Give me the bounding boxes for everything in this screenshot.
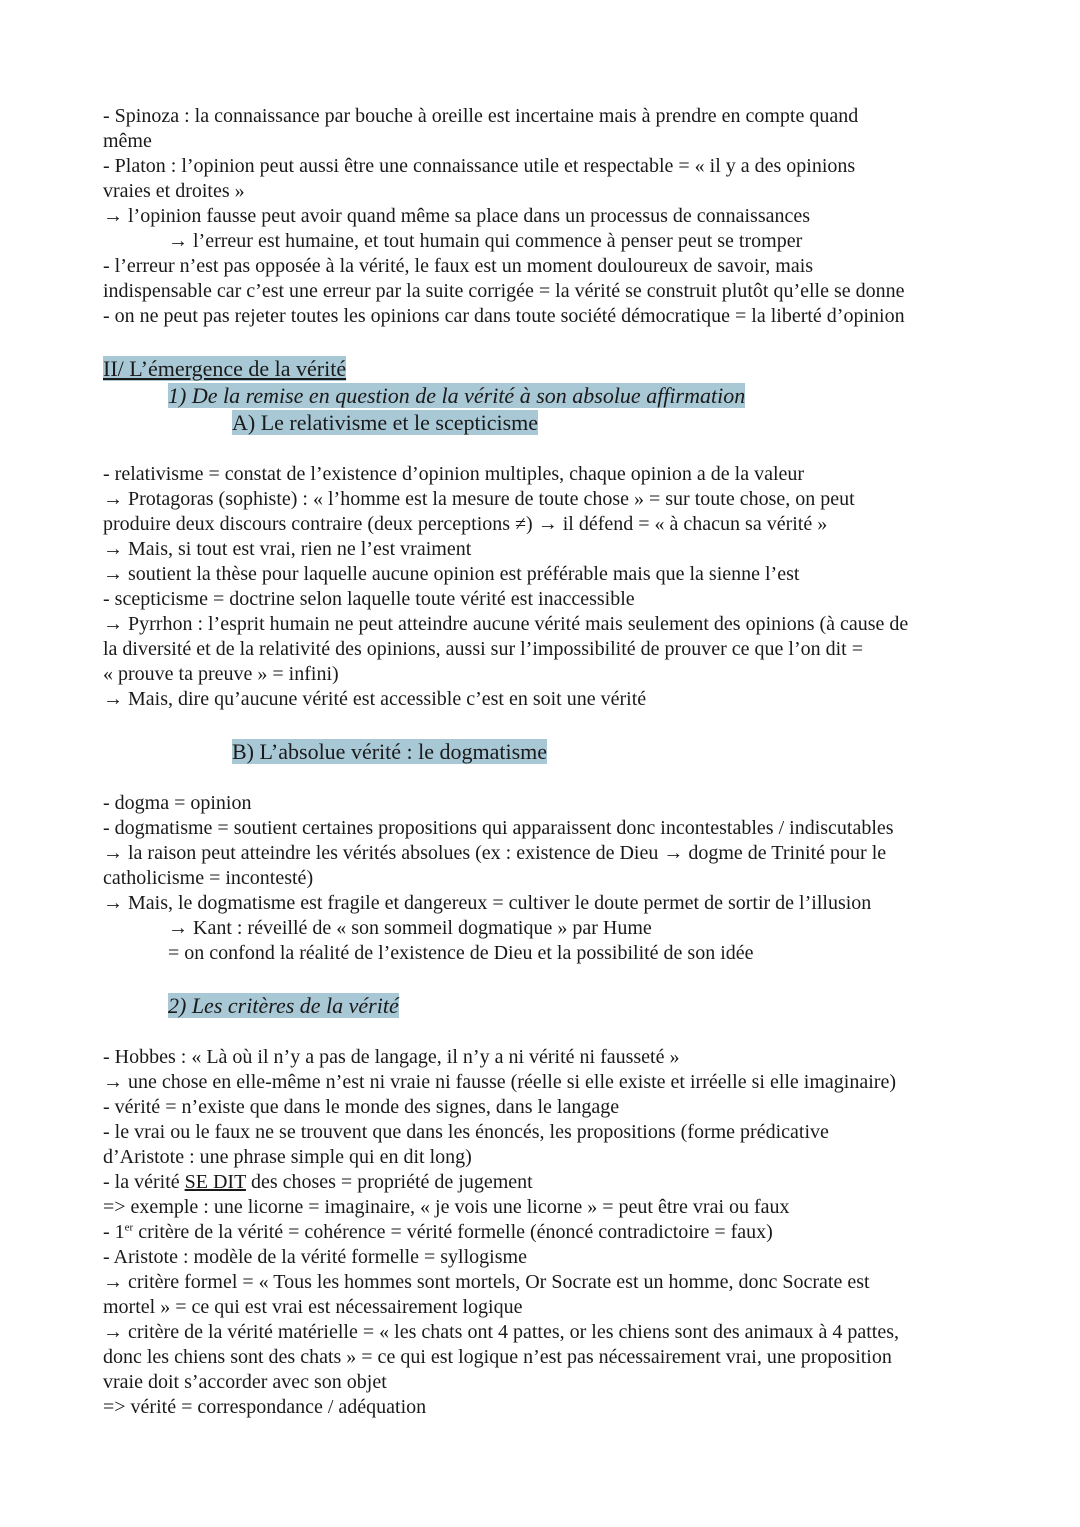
text-line: → critère de la vérité matérielle = « les chats ont 4 pattes, or les chiens sont des animaux à 4 pattes,	[103, 1321, 900, 1343]
text-line: → Pyrrhon : l’esprit humain ne peut atteindre aucune vérité mais seulement des opinions (à cause de	[103, 613, 909, 635]
heading-text: 1) De la remise en question de la vérité à son absolue affirmation	[168, 383, 746, 408]
text-line: vraie doit s’accorder avec son objet	[103, 1371, 387, 1393]
heading-section	[103, 355, 908, 382]
heading-text: B) L’absolue vérité : le dogmatisme	[232, 739, 548, 764]
text-line: produire deux discours contraire (deux perceptions ≠) → il défend = « à chacun sa vérité »	[103, 513, 828, 535]
document-page	[103, 104, 908, 1420]
text-line: = on confond la réalité de l’existence de Dieu et la possibilité de son idée	[168, 942, 754, 964]
text-line: → une chose en elle-même n’est ni vraie ni fausse (réelle si elle existe et irréelle si elle imaginaire)	[103, 1071, 896, 1093]
text-line: - l’erreur n’est pas opposée à la vérité, le faux est un moment douloureux de savoir, mais	[103, 255, 814, 277]
text-line: - vérité = n’existe que dans le monde des signes, dans le langage	[103, 1096, 620, 1118]
text-line: → la raison peut atteindre les vérités absolues (ex : existence de Dieu → dogme de Trinité pour le	[103, 842, 887, 864]
text-line: - Platon : l’opinion peut aussi être une connaissance utile et respectable = « il y a des opinions	[103, 155, 856, 177]
text-line: → Protagoras (sophiste) : « l’homme est la mesure de toute chose » = sur toute chose, on peut	[103, 488, 855, 510]
text-line: - on ne peut pas rejeter toutes les opinions car dans toute société démocratique = la liberté d’opinion	[103, 305, 905, 327]
heading-text: II/ L’émergence de la vérité	[103, 356, 347, 381]
underlined-text: SE DIT	[184, 1171, 246, 1193]
text-line: mortel » = ce qui est vrai est nécessairement logique	[103, 1296, 523, 1318]
text-line: → soutient la thèse pour laquelle aucune opinion est préférable mais que la sienne l’est	[103, 563, 800, 585]
heading-subsub	[103, 409, 908, 436]
heading-sub-italic	[103, 992, 908, 1019]
text-segment: - 1	[103, 1221, 125, 1243]
text-line: - le vrai ou le faux ne se trouvent que dans les énoncés, les propositions (forme prédicative	[103, 1121, 829, 1143]
text-line: vraies et droites »	[103, 180, 245, 202]
text-line: → l’opinion fausse peut avoir quand même sa place dans un processus de connaissances	[103, 205, 811, 227]
text-line: - Aristote : modèle de la vérité formelle = syllogisme	[103, 1246, 527, 1268]
text-line: → Kant : réveillé de « son sommeil dogmatique » par Hume	[168, 917, 652, 939]
text-line: → Mais, dire qu’aucune vérité est accessible c’est en soit une vérité	[103, 688, 647, 710]
text-line: → l’erreur est humaine, et tout humain qui commence à penser peut se tromper	[168, 230, 803, 252]
heading-subsub	[103, 738, 908, 765]
text-line	[103, 1170, 908, 1195]
text-line: catholicisme = incontesté)	[103, 867, 314, 889]
text-line: - dogma = opinion	[103, 792, 252, 814]
heading-text: 2) Les critères de la vérité	[168, 993, 399, 1018]
text-line: - relativisme = constat de l’existence d’opinion multiples, chaque opinion a de la valeur	[103, 463, 805, 485]
text-line: d’Aristote : une phrase simple qui en dit long)	[103, 1146, 472, 1168]
text-line: => vérité = correspondance / adéquation	[103, 1396, 427, 1418]
heading-text: A) Le relativisme et le scepticisme	[232, 410, 539, 435]
text-segment: des choses = propriété de jugement	[245, 1171, 533, 1193]
text-line: → critère formel = « Tous les hommes sont mortels, Or Socrate est un homme, donc Socrate est	[103, 1271, 870, 1293]
text-line: - dogmatisme = soutient certaines propositions qui apparaissent donc incontestables / indiscutables	[103, 817, 894, 839]
text-line: indispensable car c’est une erreur par la suite corrigée = la vérité se construit plutôt qu’elle se donne	[103, 280, 905, 302]
text-line: → Mais, le dogmatisme est fragile et dangereux = cultiver le doute permet de sortir de l’illusion	[103, 892, 872, 914]
text-line	[103, 1220, 908, 1245]
text-line: donc les chiens sont des chats » = ce qui est logique n’est pas nécessairement vrai, une proposition	[103, 1346, 892, 1368]
text-line: → Mais, si tout est vrai, rien ne l’est vraiment	[103, 538, 472, 560]
text-line: - Hobbes : « Là où il n’y a pas de langage, il n’y a ni vérité ni fausseté »	[103, 1046, 680, 1068]
superscript: er	[124, 1221, 134, 1234]
heading-sub-italic	[103, 382, 908, 409]
text-line: la diversité et de la relativité des opinions, aussi sur l’impossibilité de prouver ce que l’on dit =	[103, 638, 863, 660]
text-segment: critère de la vérité = cohérence = vérité formelle (énoncé contradictoire = faux)	[133, 1221, 773, 1243]
text-line: « prouve ta preuve » = infini)	[103, 663, 339, 685]
text-line: - scepticisme = doctrine selon laquelle toute vérité est inaccessible	[103, 588, 635, 610]
text-line: => exemple : une licorne = imaginaire, « je vois une licorne » = peut être vrai ou faux	[103, 1196, 790, 1218]
text-line: même	[103, 130, 152, 152]
text-segment: - la vérité	[103, 1171, 185, 1193]
text-line: - Spinoza : la connaissance par bouche à oreille est incertaine mais à prendre en compte quand	[103, 105, 859, 127]
